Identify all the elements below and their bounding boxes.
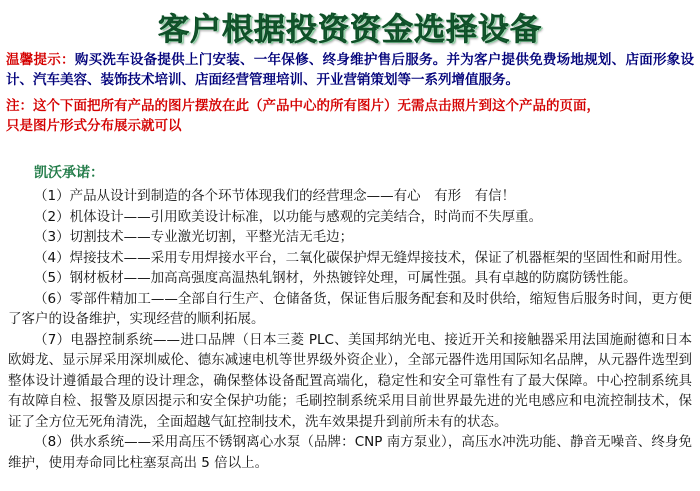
tip-label: 温馨提示： [6, 52, 75, 68]
promise-items-list [0, 184, 700, 473]
list-item: （3）切割技术——专业激光切割，平整光洁无毛边； [34, 229, 354, 245]
note-paragraph [0, 90, 700, 136]
list-item: （1）产品从设计到制造的各个环节体现我们的经营理念——有心 有形 有信！ [34, 188, 516, 204]
page-title: 客户根据投资资金选择设备 [158, 12, 542, 48]
tip-text: 购买洗车设备提供上门安装、一年保修、终身维护售后服务。并为客户提供免费场地规划、店面形象设计、汽车美容、装饰技术培训、店面经营管理培训、开业营销策划等一系列增值服务。 [6, 52, 695, 88]
list-item: （4）焊接技术——采用专用焊接水平台，二氧化碳保护焊无缝焊接技术，保证了机器框架的坚固性和耐用性。 [34, 249, 691, 266]
list-item: （7）电器控制系统——进口品牌（日本三菱 PLC、美国邦纳光电、接近开关和接触器采用法国施耐德和日本欧姆龙、显示屏采用深圳威伦、德东减速电机等世界级外资企业），全部元器件选用国际知名品牌，从元器件选型到整体设计遵循最合理的设计理念，确保整体设备配置高端化，稳定性和安全可靠性有了最大保障。中心控制系统具有故障自检、报警及原因提示和安全保护功能；毛刷控制系统采用目前世界最先进的光电感应和电流控制技术，保证了全方位无死角清洗，全面超越气缸控制技术，洗车效果提升到前所未有的状态。 [8, 331, 692, 430]
page-title-container [0, 0, 700, 48]
tip-paragraph [0, 48, 700, 90]
note-line-2: 只是图片形式分布展示就可以 [6, 118, 182, 134]
list-item: （2）机体设计——引用欧美设计标准，以功能与感观的完美结合，时尚而不失厚重。 [34, 208, 543, 225]
spacer [0, 136, 700, 162]
promise-heading: 凯沃承诺： [34, 165, 104, 181]
list-item: （5）钢材板材——加高高强度高温热轧钢材，外热镀锌处理，可属性强。具有卓越的防腐防锈性能。 [34, 270, 637, 286]
list-item: （8）供水系统——采用高压不锈钢离心水泵（品牌：CNP 南方泵业），高压水冲洗功能、静音无噪音、终身免维护，使用寿命同比柱塞泵高出 5 倍以上。 [8, 434, 692, 471]
note-line-1: 注：这个下面把所有产品的图片摆放在此（产品中心的所有图片）无需点击照片到这个产品的页面， [6, 98, 600, 114]
list-item: （6）零部件精加工——全部自行生产、仓储备货，保证售后服务配套和及时供给，缩短售后服务时间，更方便了客户的设备维护，实现经营的顺利拓展。 [8, 290, 692, 327]
